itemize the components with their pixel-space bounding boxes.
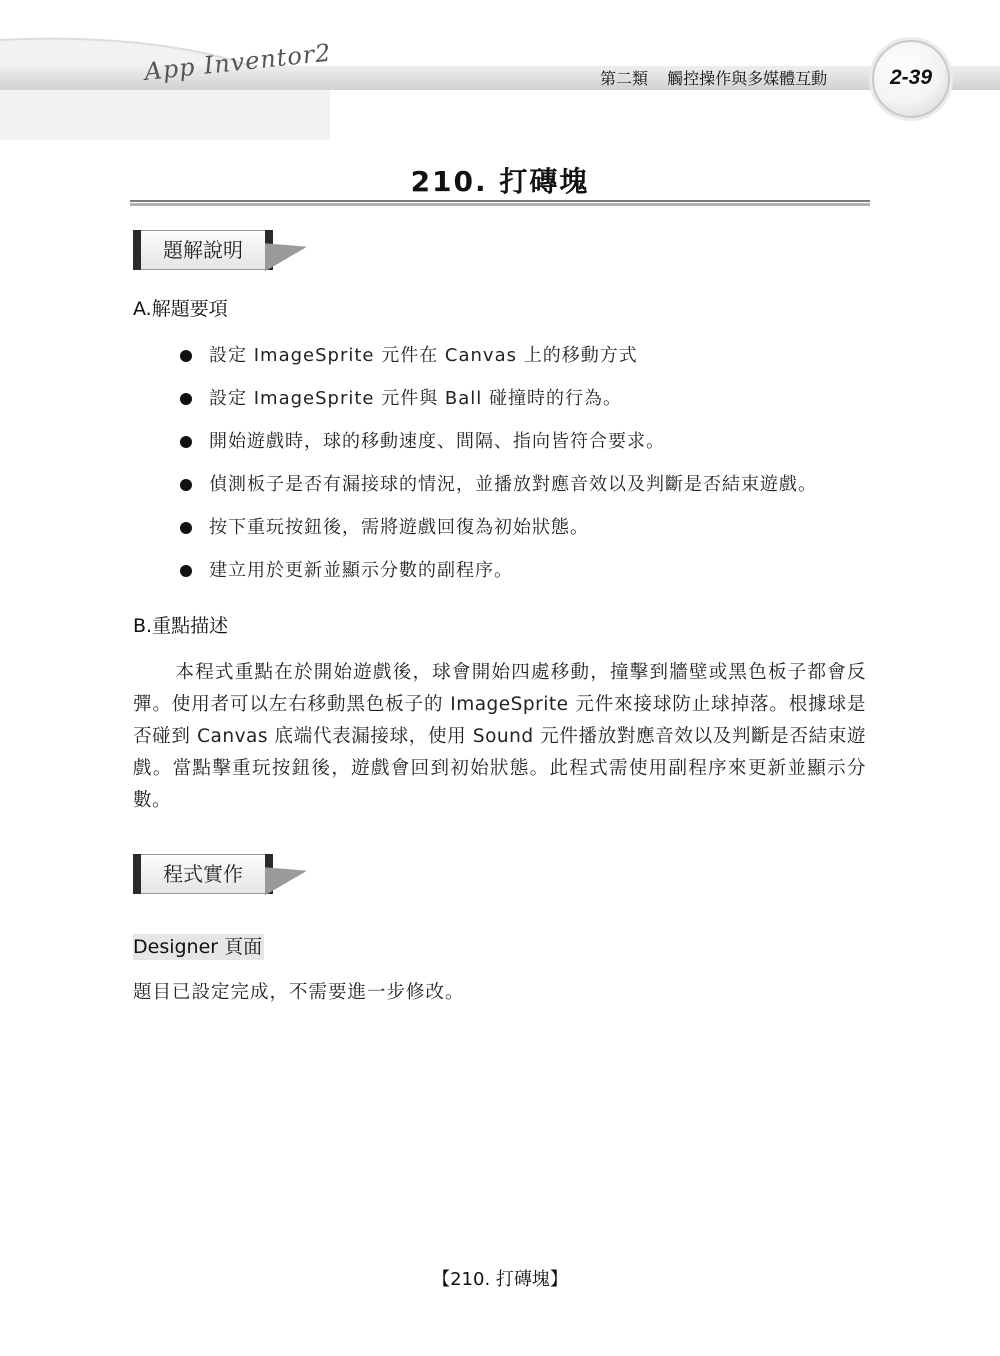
list-item: 開始遊戲時，球的移動速度、間隔、指向皆符合要求。 bbox=[180, 430, 817, 473]
list-item: 設定 ImageSprite 元件在 Canvas 上的移動方式 bbox=[180, 344, 817, 387]
designer-note: 題目已設定完成，不需要進一步修改。 bbox=[133, 982, 465, 1003]
requirement-list bbox=[180, 344, 817, 602]
section-heading-label: 題解說明 bbox=[163, 238, 243, 262]
page-title: 210. 打磚塊 bbox=[410, 165, 590, 198]
page-number: 2-39 bbox=[889, 66, 933, 89]
list-item: 偵測板子是否有漏接球的情況，並播放對應音效以及判斷是否結束遊戲。 bbox=[180, 473, 817, 516]
brand-logo: App Inventor2 bbox=[143, 38, 333, 86]
designer-page-label: Designer 頁面 bbox=[133, 936, 263, 958]
part-a-label: A.解題要項 bbox=[133, 298, 228, 320]
list-item: 設定 ImageSprite 元件與 Ball 碰撞時的行為。 bbox=[180, 387, 817, 430]
chapter-title: 第二類 觸控操作與多媒體互動 bbox=[600, 69, 828, 88]
section-heading-implementation bbox=[133, 854, 273, 894]
list-item: 建立用於更新並顯示分數的副程序。 bbox=[180, 559, 817, 602]
description-paragraph: 本程式重點在於開始遊戲後，球會開始四處移動，撞擊到牆壁或黑色板子都會反彈。使用者可以左右移動黑色板子的 ImageSprite 元件來接球防止球掉落。根據球是否碰到 Canvas 底端代表漏接球，使用 Sound 元件播放對應音效以及判斷是否結束遊戲。當點擊重玩按鈕後，遊戲會回到初始狀態。此程式需使用副程序來更新並顯示分數。 bbox=[133, 662, 866, 811]
list-item: 按下重玩按鈕後，需將遊戲回復為初始狀態。 bbox=[180, 516, 817, 559]
section-heading-label: 程式實作 bbox=[163, 862, 243, 886]
page-footer: 【210. 打磚塊】 bbox=[432, 1269, 568, 1290]
page-number-badge bbox=[872, 40, 950, 118]
title-divider bbox=[130, 200, 870, 206]
part-b-label: B.重點描述 bbox=[133, 615, 229, 637]
section-heading-explanation bbox=[133, 230, 273, 270]
